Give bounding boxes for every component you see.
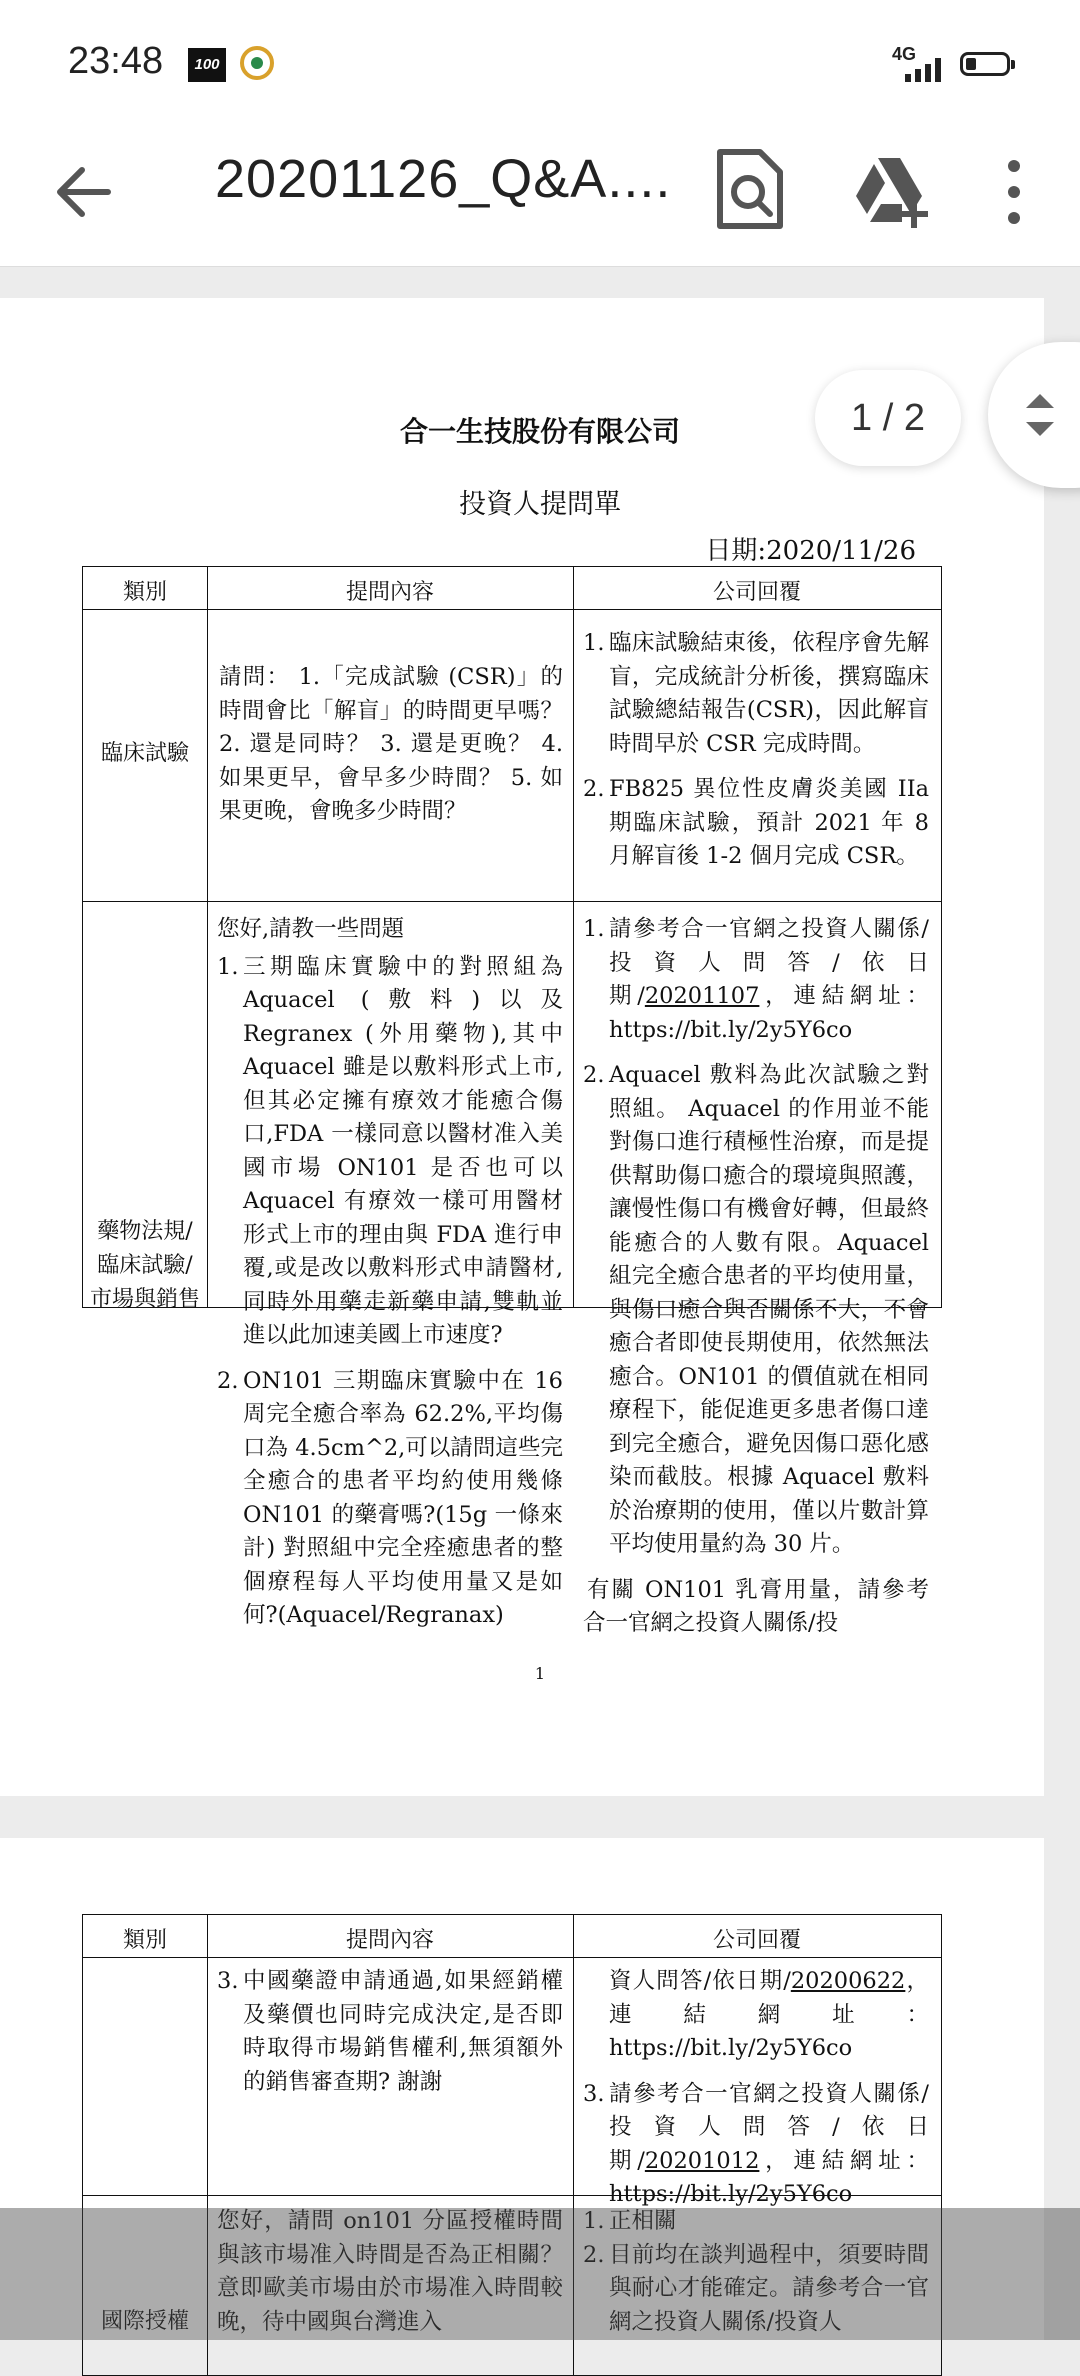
- row-question: 3. 中國藥證申請通過,如果經銷權及藥價也同時完成決定,是否即時取得市場銷售權利,無須額外的銷售審查期? 謝謝: [217, 1968, 563, 2095]
- page-indicator: 1 / 2: [815, 370, 961, 466]
- row-question: 您好,請教一些問題 1. 三期臨床實驗中的對照組為 Aquacel (敷料)以及 Regranex (外用藥物),其中 Aquacel 雖是以敷料形式上市,但其必定擁有療效才能癒合傷口,FDA 一樣同意以醫材准入美國市場 ON101 是否也可以 Aquacel 有療效一樣可用醫材形式上市的理由與 FDA 進行申覆,或是改以敷料形式申請醫材,同時外用藥走新藥申請,雙軌並進以此加速美國上市速度? 2. ON101 三期臨床實驗中在 16 周完全癒合率為 62.2%,平均傷口為 4.5cm^2,可以請問這些完全癒合的患者平均約使用幾條 ON101 的藥膏嗎?(15g 一條來計) 對照組中完全痊癒患者的整個療程每人平均使用量又是如何?(Aquacel/Regranax): [217, 916, 563, 1628]
- app-bar: [0, 120, 1080, 267]
- header-category: 類別: [122, 580, 167, 605]
- fast-scroll-handle[interactable]: [988, 342, 1080, 488]
- answer-date-link[interactable]: 20200622: [790, 1968, 906, 1994]
- header-answer: 公司回覆: [712, 1928, 801, 1953]
- status-bar: [0, 0, 1080, 120]
- header-answer: 公司回覆: [712, 580, 801, 605]
- network-type: 4G: [892, 44, 917, 64]
- company-name: 合一生技股份有限公司: [399, 415, 680, 448]
- row-category: 臨床試驗: [100, 741, 189, 766]
- scroll-arrows-icon: [988, 342, 1080, 488]
- header-question: 提問內容: [345, 580, 434, 605]
- navigation-overlay: [0, 2208, 1080, 2340]
- coin-app-icon: [240, 46, 274, 80]
- row-question: 您好，請問 on101 分區授權時間與該市場准入時間是否為正相關？意即歐美市場由於市場准入時間較晚，待中國與台灣進入: [217, 2208, 563, 2335]
- document-page-1[interactable]: [0, 298, 1044, 1796]
- question-table: [82, 566, 942, 1636]
- clock: 23:48: [68, 40, 164, 82]
- more-options-icon[interactable]: [996, 152, 1032, 232]
- row-answer: 1. 臨床試驗結束後，依程序會先解盲，完成統計分析後，撰寫臨床試驗總結報告(CSR)，因此解盲時間早於 CSR 完成時間。 2. FB825 異位性皮膚炎美國 IIa 期臨床試驗，預計 2021 年 8 月解盲後 1-2 個月完成 CSR。: [583, 630, 929, 869]
- search-in-document-icon[interactable]: [712, 148, 788, 232]
- battery-icon: [960, 52, 1010, 76]
- answer-date-link[interactable]: 20201012: [644, 2147, 760, 2174]
- row-category: 國際授權: [100, 2309, 189, 2334]
- notification-badge-icon: 100: [188, 48, 226, 82]
- row-answer: 1. 請參考合一官網之投資人關係/投資人問答/依日期/20201107，連結網址：https://bit.ly/2y5Y6co 2. Aquacel 敷料為此次試驗之對照組。 Aquacel 的作用並不能對傷口進行積極性治療，而是提供幫助傷口癒合的環境與照護，讓慢性傷口有機會好轉，但最終能癒合的人數有限。Aquacel 組完全癒合患者的平均使用量，與傷口癒合與否關係不大，不會癒合者即使長期使用，依然無法癒合。ON101 的價值就在相同療程下，能促進更多患者傷口達到完全癒合，避免因傷口惡化感染而截肢。根據 Aquacel 敷料於治療期的使用，僅以片數計算平均使用量約為 30 片。 有關 ON101 乳膏用量，請參考合一官網之投資人關係/投: [583, 916, 929, 1636]
- document-title: 20201126_Q&A....: [215, 149, 672, 209]
- header-category: 類別: [122, 1928, 167, 1953]
- header-question: 提問內容: [345, 1928, 434, 1953]
- row-answer: 1. 正相關 2. 目前均在談判過程中，須要時間與耐心才能確定。請參考合一官網之投資人關係/投資人: [583, 2208, 929, 2335]
- row-answer: 資人問答/依日期/20200622，連結網址：https://bit.ly/2y5Y6co 3. 請參考合一官網之投資人關係/投資人問答/依日期/20201012，連結網址：https://bit.ly/2y5Y6co: [583, 1968, 929, 2207]
- form-date: 日期:2020/11/26: [705, 536, 916, 566]
- add-to-drive-icon[interactable]: [850, 152, 930, 232]
- page-number: 1: [534, 1664, 546, 1683]
- row-question: 請問： 1.「完成試驗 (CSR)」的時間會比「解盲」的時間更早嗎？ 2. 還是同時？ 3. 還是更晚？ 4. 如果更早，會早多少時間？ 5. 如果更晚，會晚多少時間？: [219, 664, 563, 824]
- form-title: 投資人提問單: [459, 489, 621, 520]
- row-category: 藥物法規/臨床試驗/市場與銷售: [89, 1219, 200, 1312]
- answer-date-link[interactable]: 20201107: [644, 983, 760, 1009]
- back-arrow-icon[interactable]: [48, 156, 120, 228]
